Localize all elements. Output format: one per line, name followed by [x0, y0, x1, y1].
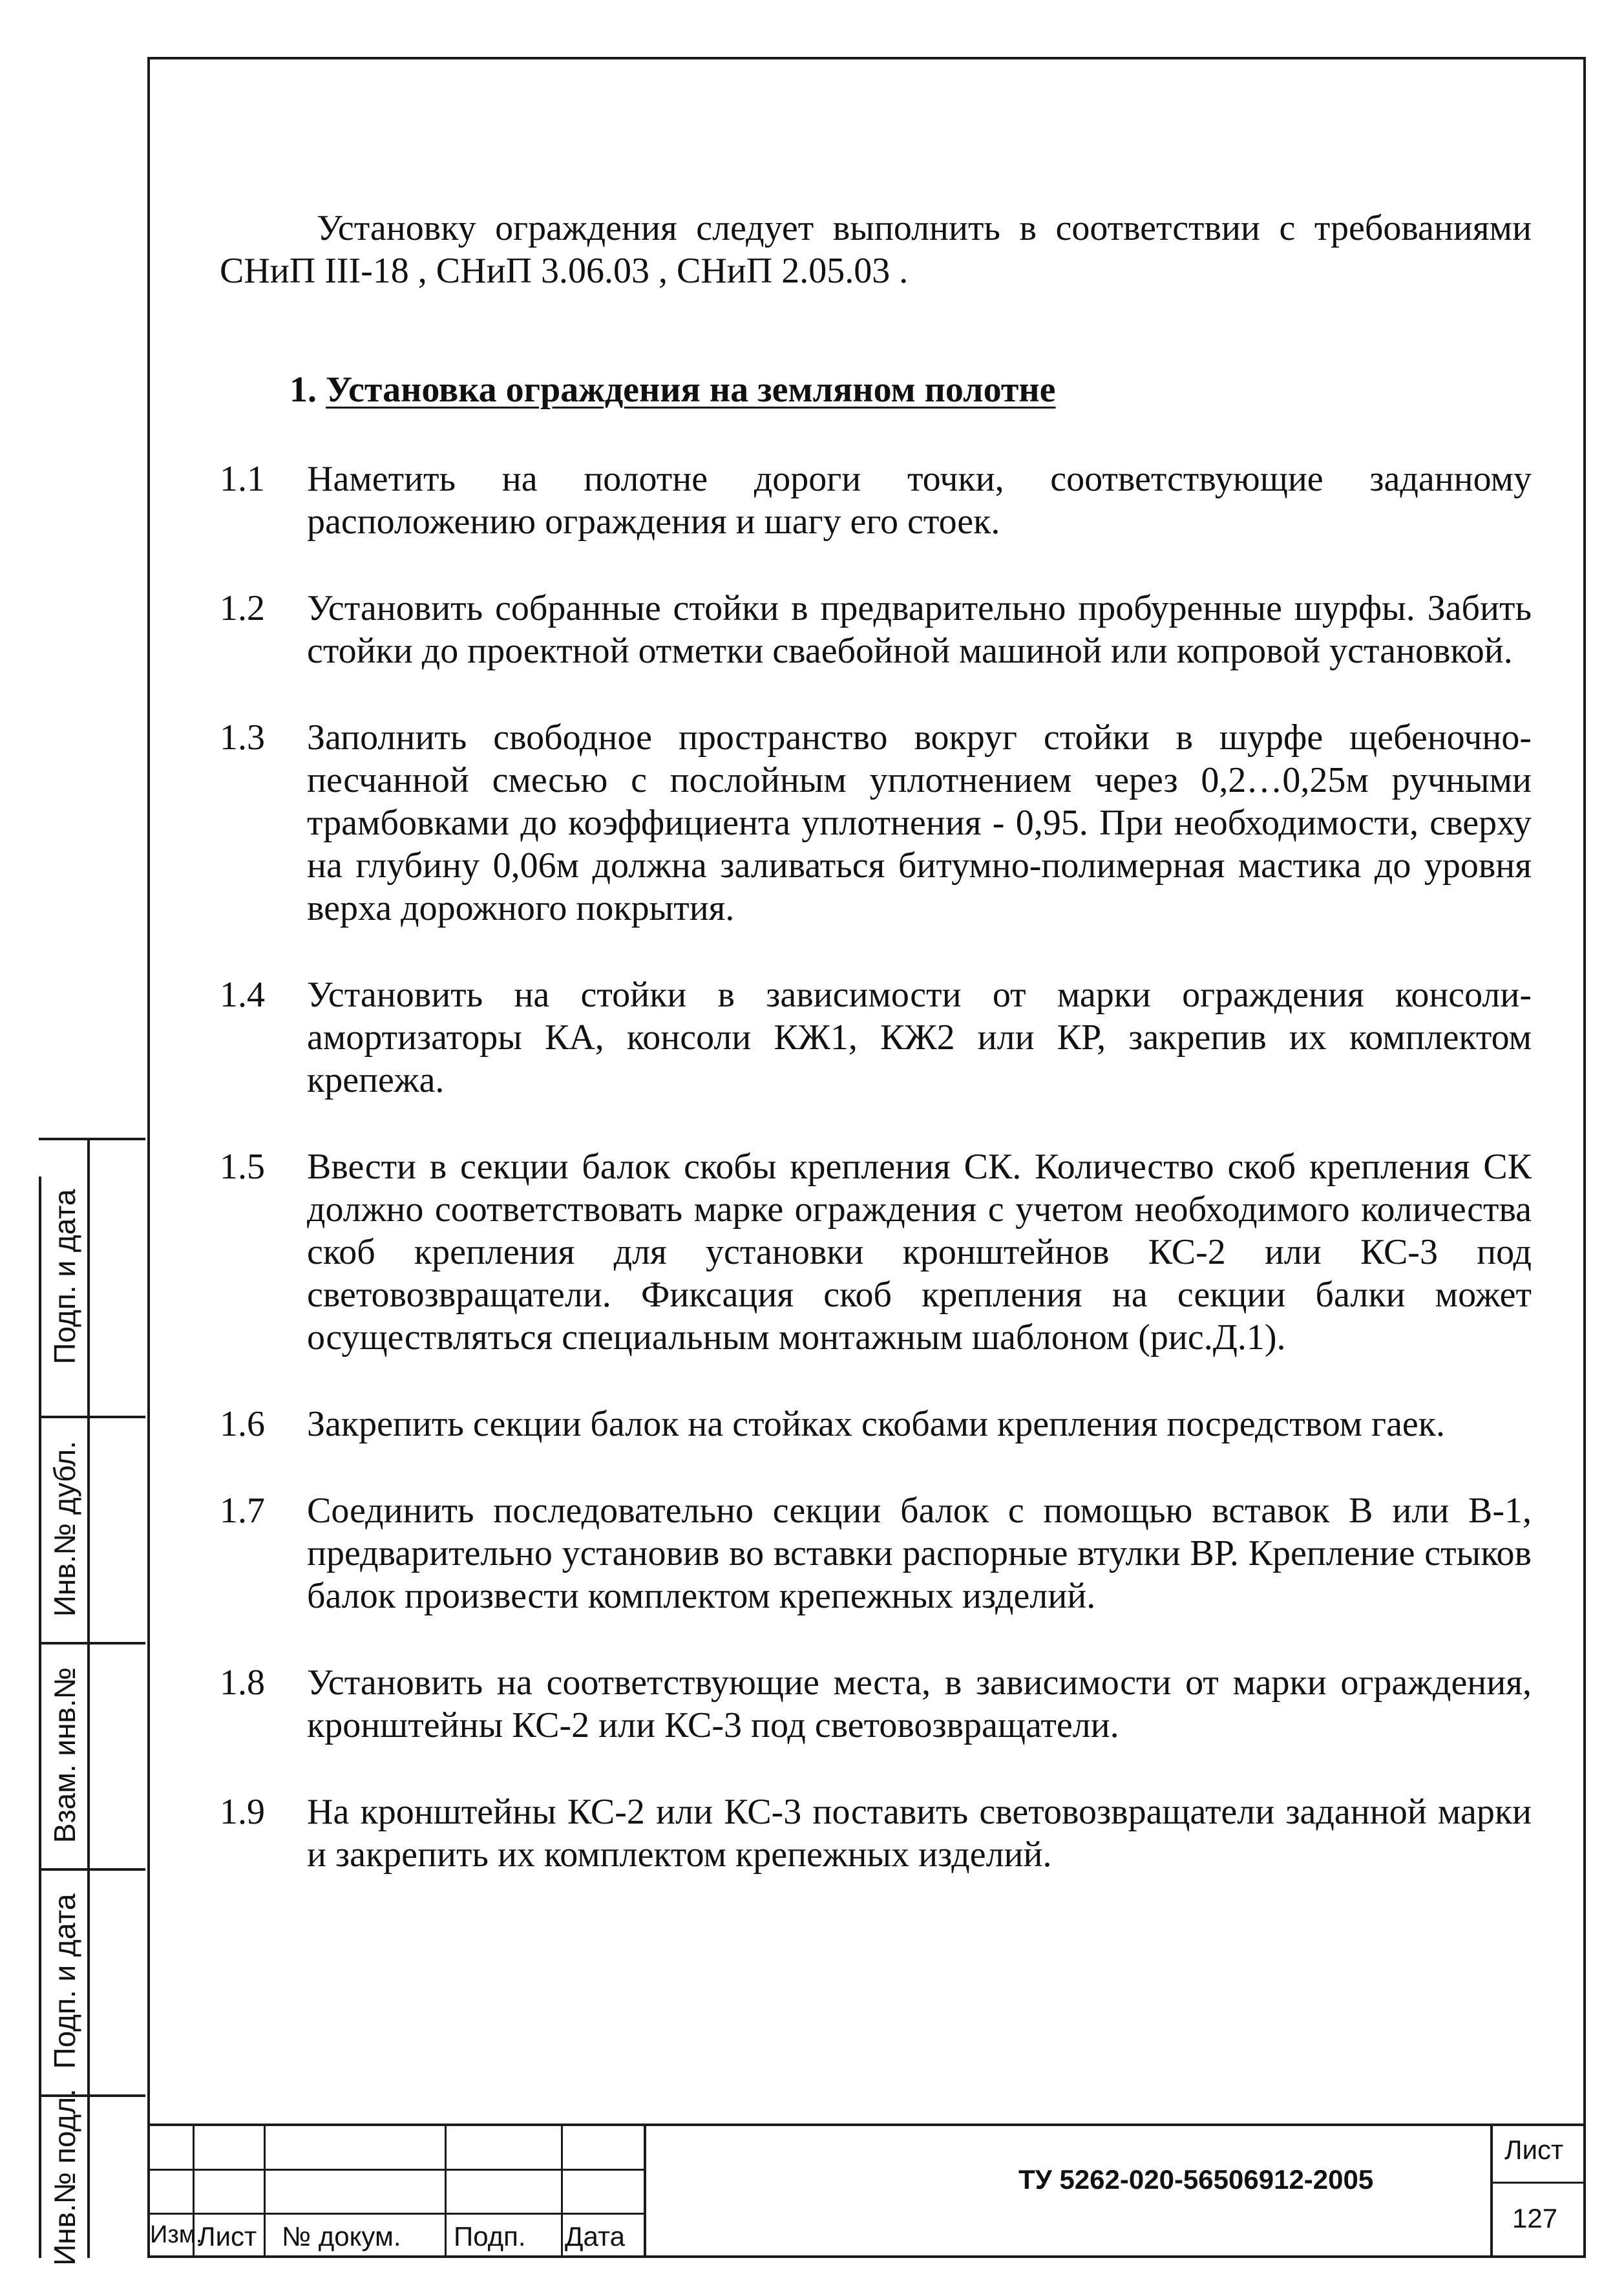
item-text: Ввести в секции балок скобы крепления СК. Количество скоб крепления СК должно соответствовать марке ограждения с учетом необходимого количества скоб крепления для установки кронштейнов КС-2 или КС-3 под световозвращатели. Фиксация скоб крепления на секции балки может осуществляться специальным монтажным шаблоном (рис.Д.1).	[307, 1147, 1532, 1357]
list-item	[220, 458, 1532, 543]
item-number: 1.4	[220, 975, 265, 1015]
strip-label-podp-data-1: Подп. и дата	[48, 1189, 81, 1365]
label-list: Лист	[198, 2221, 257, 2251]
item-text: Соединить последовательно секции балок с помощью вставок В или В-1, предварительно установив во вставки распорные втулки ВР. Крепление стыков балок произвести комплектом крепежных изделий.	[307, 1491, 1532, 1616]
intro-paragraph: Установку ограждения следует выполнить в соответствии с требованиями СНиП III-18 , СНиП 3.06.03 , СНиП 2.05.03 .	[220, 208, 1532, 291]
title-block-col-line	[561, 2124, 563, 2258]
document-body	[220, 207, 1532, 1876]
list-item	[220, 1661, 1532, 1747]
item-text: Наметить на полотне дороги точки, соответствующие заданному расположению ограждения и шагу его стоек.	[307, 459, 1532, 542]
list-item	[220, 1145, 1532, 1359]
strip-label-inv-podl: Инв.№ подл.	[48, 2089, 81, 2266]
item-text: Заполнить свободное пространство вокруг стойки в шурфе щебеночно-песчанной смесью с послойным уплотнением через 0,2…0,25м ручными трамбовками до коэффициента уплотнения - 0,95. При необходимости, сверху на глубину 0,06м должна заливаться битумно-полимерная мастика до уровня верха дорожного покрытия.	[307, 718, 1532, 928]
strip-label-inv-dubl: Инв.№ дубл.	[48, 1440, 81, 1617]
list-item	[220, 716, 1532, 930]
sheet-cell-mid-line	[1490, 2182, 1586, 2184]
list-item	[220, 974, 1532, 1102]
item-number: 1.8	[220, 1663, 265, 1703]
label-n-dokum: № докум.	[282, 2221, 401, 2251]
strip-label-podp-data-2: Подп. и дата	[48, 1893, 81, 2069]
binding-strip	[39, 1138, 145, 2266]
title-block-col-line	[445, 2124, 447, 2258]
strip-separator	[39, 1416, 145, 1418]
strip-separator	[39, 1642, 145, 1645]
list-item	[220, 1791, 1532, 1876]
title-block-col-line	[264, 2124, 266, 2258]
list-item	[220, 587, 1532, 672]
strip-border-mid	[87, 1138, 90, 2258]
label-podp: Подп.	[454, 2221, 526, 2251]
item-number: 1.7	[220, 1491, 265, 1531]
strip-separator	[39, 1138, 145, 1140]
item-number: 1.5	[220, 1147, 265, 1187]
item-text: Установить на стойки в зависимости от марки ограждения консоли-амортизаторы КА, консоли КЖ1, КЖ2 или КР, закрепив их комплектом крепежа.	[307, 975, 1532, 1100]
strip-label-vzam-inv: Взам. инв.№	[48, 1666, 81, 1844]
item-text: Установить на соответствующие места, в зависимости от марки ограждения, кронштейны КС-2 или КС-3 под световозвращатели.	[307, 1663, 1532, 1745]
item-number: 1.2	[220, 588, 265, 628]
title-block-row-line	[147, 2169, 645, 2171]
label-izm: Изм.	[150, 2221, 203, 2248]
section-number: 1.	[290, 370, 317, 410]
item-text: Установить собранные стойки в предварительно пробуренные шурфы. Забить стойки до проектной отметки сваебойной машиной или копровой установкой.	[307, 588, 1532, 671]
sheet-cell-left-line	[1490, 2124, 1493, 2258]
title-block-top-line	[147, 2124, 1586, 2126]
item-text: На кронштейны КС-2 или КС-3 поставить световозвращатели заданной марки и закрепить их комплектом крепежных изделий.	[307, 1792, 1532, 1875]
item-number: 1.1	[220, 459, 265, 499]
item-number: 1.6	[220, 1404, 265, 1444]
strip-separator	[39, 1868, 145, 1871]
document-code: ТУ 5262-020-56506912-2005	[1018, 2164, 1374, 2195]
section-heading	[290, 368, 1532, 411]
sheet-label: Лист	[1504, 2134, 1564, 2165]
title-block-row-line	[147, 2213, 645, 2215]
sheet-number: 127	[1512, 2203, 1558, 2233]
list-item	[220, 1403, 1532, 1445]
section-title: Установка ограждения на земляном полотне	[326, 370, 1056, 410]
title-block-col-line	[644, 2124, 646, 2258]
item-number: 1.9	[220, 1792, 265, 1832]
item-number: 1.3	[220, 718, 265, 758]
item-text: Закрепить секции балок на стойках скобами крепления посредством гаек.	[307, 1404, 1445, 1444]
list-item	[220, 1489, 1532, 1617]
label-data: Дата	[565, 2221, 626, 2251]
instruction-list	[220, 458, 1532, 1876]
